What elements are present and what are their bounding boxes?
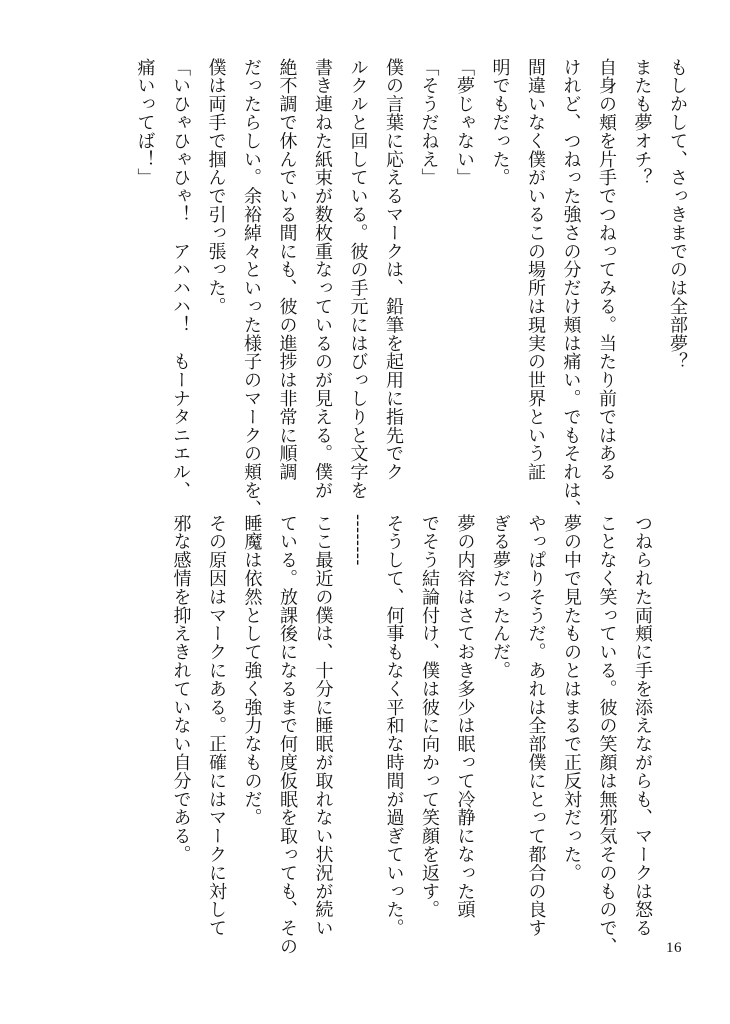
text-line: 僕は両手で掴んで引っ張った。 xyxy=(205,58,227,316)
text-line: そうして、何事もなく平和な時間が過ぎていった。 xyxy=(383,514,405,938)
text-line: その原因はマークにある。正確にはマークに対して xyxy=(206,514,227,938)
dialogue-line: 「いひゃひゃひゃ！ アハハハ！ もーナタニエル、 xyxy=(170,58,191,500)
upper-text-block xyxy=(127,58,695,518)
text-line: ぎる夢だったんだ。 xyxy=(490,514,511,680)
lower-text-block xyxy=(163,514,660,956)
text-line: またも夢オチ？ xyxy=(631,58,653,187)
text-line: ている。放課後になるまで何度仮眠を取っても、その xyxy=(277,514,298,956)
text-line: でそう結論付け、僕は彼に向かって笑顔を返す。 xyxy=(419,514,440,919)
text-line: つねられた両頬に手を添えながらも、マークは怒る xyxy=(632,514,653,938)
page-number: 16 xyxy=(666,940,682,956)
text-line: 夢の内容はさておき多少は眠って冷静になった頭 xyxy=(454,514,476,919)
text-line: けれど、つねった強さの分だけ頬は痛い。でもそれは、 xyxy=(560,58,582,518)
text-line: ことなく笑っている。彼の笑顔は無邪気そのもので、 xyxy=(596,514,618,956)
scene-break: -------- xyxy=(348,514,369,566)
text-line: やっぱりそうだ。あれは全部僕にとって都合の良す xyxy=(525,514,547,938)
text-line: ルクルと回している。彼の手元にはびっしりと文字を xyxy=(347,58,369,500)
dialogue-line: 「夢じゃない」 xyxy=(454,58,475,187)
text-line: ここ最近の僕は、十分に睡眠が取れない状況が続い xyxy=(312,514,334,938)
text-line: 夢の中で見たものとはまるで正反対だった。 xyxy=(561,514,582,882)
text-line: 明でもだった。 xyxy=(489,58,511,187)
text-line: 僕の言葉に応えるマークは、鉛筆を起用に指先でク xyxy=(383,58,404,482)
dialogue-line: 痛いってば！」 xyxy=(134,58,156,187)
text-line: 自身の頬を片手でつねってみる。当たり前ではある xyxy=(596,58,617,482)
text-line: 間違いなく僕がいるこの場所は現実の世界という証 xyxy=(525,58,546,482)
text-line: だったらしい。余裕綽々といった様子のマークの頬を、 xyxy=(241,58,262,518)
text-line: 絶不調で休んでいる間にも、彼の進捗は非常に順調 xyxy=(276,58,298,482)
dialogue-line: 「そうだねえ」 xyxy=(418,58,440,187)
text-line: もしかして、さっきまでのは全部夢？ xyxy=(667,58,688,371)
text-line: 睡魔は依然として強く強力なものだ。 xyxy=(241,514,263,827)
text-line: 邪な感情を抑えきれていない自分である。 xyxy=(170,514,192,864)
text-line: 書き連ねた紙束が数枚重なっているのが見える。僕が xyxy=(312,58,333,500)
